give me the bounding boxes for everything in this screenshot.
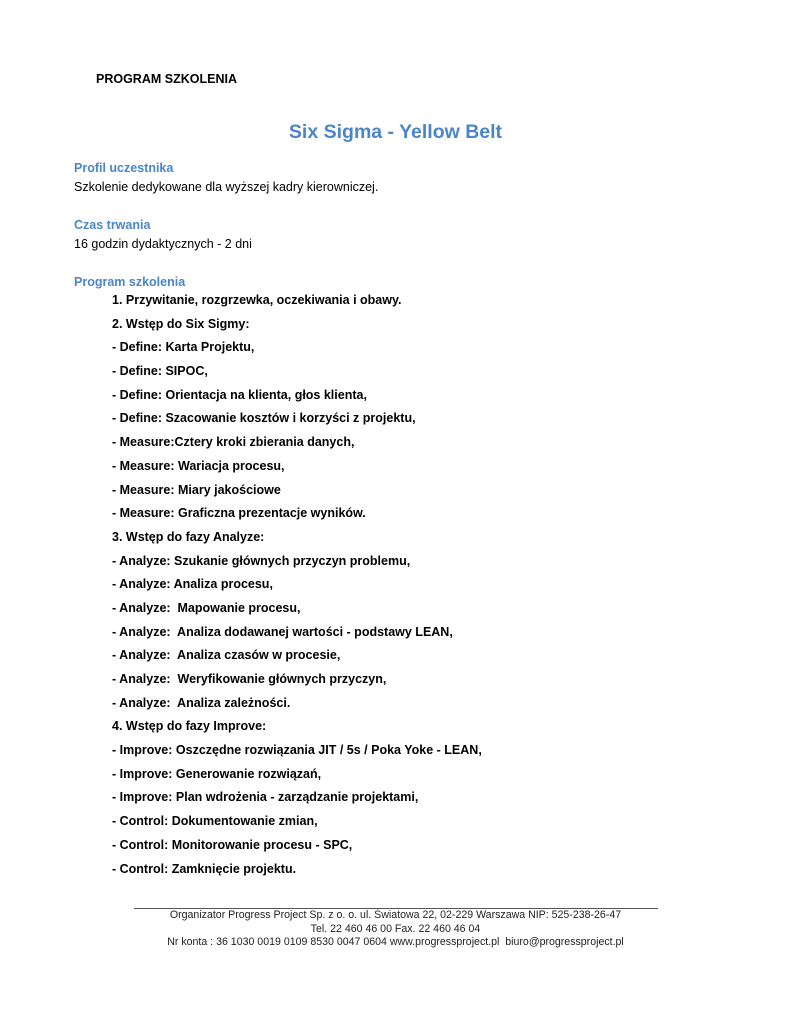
program-item: - Analyze: Weryfikowanie głównych przyczyn, (112, 672, 387, 686)
program-item: - Define: SIPOC, (112, 364, 208, 379)
program-item: - Define: Szacowanie kosztów i korzyści z projektu, (112, 411, 416, 426)
footer (0, 909, 791, 950)
program-item: - Measure: Wariacja procesu, (112, 458, 285, 473)
program-list (112, 291, 482, 883)
program-item: - Control: Zamknięcie projektu. (112, 861, 297, 876)
program-item: 1. Przywitanie, rozgrzewka, oczekiwania i obawy. (112, 293, 402, 307)
program-item: - Analyze: Mapowanie procesu, (112, 600, 301, 615)
program-item: 4. Wstęp do fazy Improve: (112, 719, 267, 734)
program-item: - Measure: Miary jakościowe (112, 482, 281, 497)
program-item: 2. Wstęp do Six Sigmy: (112, 316, 250, 331)
program-item: - Measure: Graficzna prezentacje wyników. (112, 506, 366, 521)
program-item: - Analyze: Analiza procesu, (112, 577, 273, 592)
program-item: - Define: Karta Projektu, (112, 340, 255, 355)
program-item: - Define: Orientacja na klienta, głos klienta, (112, 387, 367, 402)
program-item: - Analyze: Analiza zależności. (112, 695, 291, 710)
document-title: Six Sigma - Yellow Belt (288, 121, 503, 143)
program-heading: Program szkolenia (74, 275, 186, 289)
duration-heading: Czas trwania (74, 218, 151, 232)
profile-text: Szkolenie dedykowane dla wyższej kadry kierowniczej. (74, 180, 379, 194)
program-item: - Improve: Oszczędne rozwiązania JIT / 5s / Poka Yoke - LEAN, (112, 743, 482, 758)
footer-account-line: Nr konta : 36 1030 0019 0109 8530 0047 0604 www.progressproject.pl biuro@progressproject.pl (167, 936, 624, 948)
program-item: - Analyze: Analiza dodawanej wartości - podstawy LEAN, (112, 624, 453, 639)
program-item: 3. Wstęp do fazy Analyze: (112, 529, 265, 544)
program-item: - Improve: Plan wdrożenia - zarządzanie projektami, (112, 790, 419, 805)
document-label: PROGRAM SZKOLENIA (96, 72, 237, 86)
program-item: - Improve: Generowanie rozwiązań, (112, 766, 322, 781)
program-item: - Control: Dokumentowanie zmian, (112, 814, 318, 829)
footer-company-line: Organizator Progress Project Sp. z o. o. ul. Światowa 22, 02-229 Warszawa NIP: 525-238-26-47 (169, 909, 622, 921)
program-item: - Measure:Cztery kroki zbierania danych, (112, 435, 355, 450)
duration-text: 16 godzin dydaktycznych - 2 dni (74, 237, 252, 251)
program-item: - Analyze: Szukanie głównych przyczyn problemu, (112, 553, 411, 568)
program-item: - Analyze: Analiza czasów w procesie, (112, 648, 341, 663)
program-item: - Control: Monitorowanie procesu - SPC, (112, 837, 353, 852)
footer-phone-line: Tel. 22 460 46 00 Fax. 22 460 46 04 (310, 922, 481, 935)
profile-heading: Profil uczestnika (74, 161, 174, 175)
